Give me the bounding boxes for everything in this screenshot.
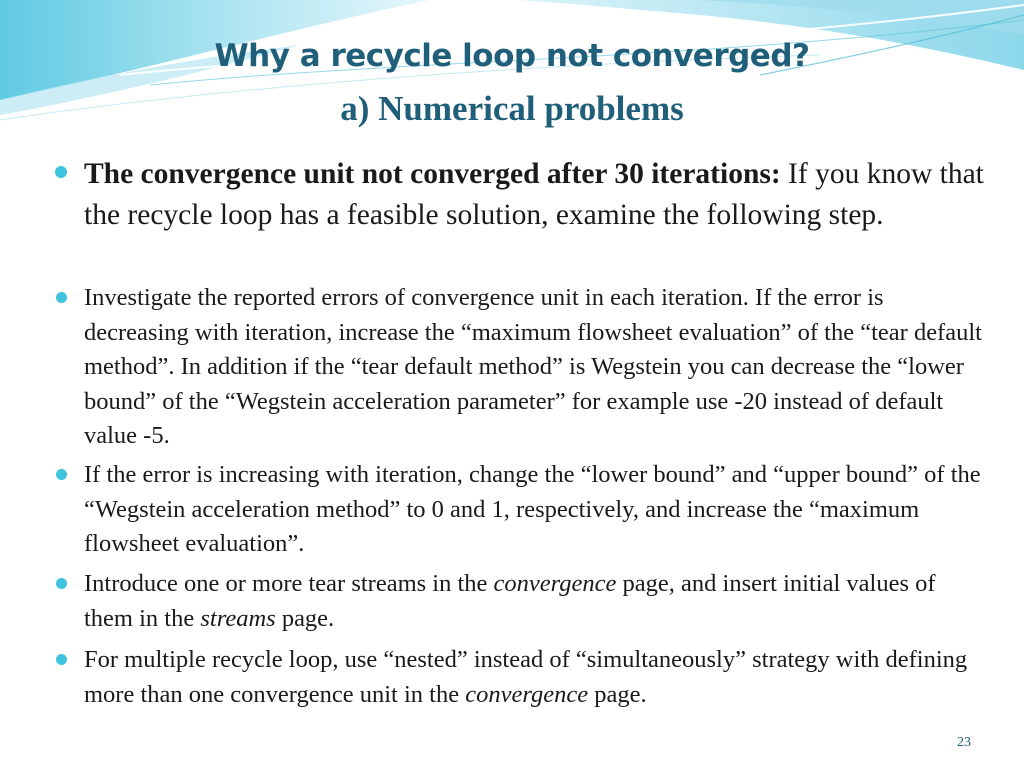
bullet-item-2 xyxy=(84,281,984,454)
bullet-5-text-a: For multiple recycle loop, use “nested” instead of “simultaneously” strategy with defining more than one convergence unit in the xyxy=(84,646,968,708)
bullet-3-text: If the error is increasing with iteration, change the “lower bound” and “upper bound” of the “Wegstein acceleration method” to 0 and 1, respectively, and increase the “maximum flowsheet evaluation”. xyxy=(84,461,981,557)
bullet-marker xyxy=(56,292,67,303)
bullet-item-1 xyxy=(84,154,984,236)
bullet-marker xyxy=(56,469,67,480)
slide-subtitle: a) Numerical problems xyxy=(340,89,684,128)
bullet-marker xyxy=(56,654,67,665)
bullet-4-emphasis-streams: streams xyxy=(200,604,276,632)
bullet-1-bold-text: The convergence unit not converged after 30 iterations: xyxy=(84,158,781,190)
page-number: 23 xyxy=(957,735,971,750)
bullet-item-5 xyxy=(84,643,984,712)
bullet-4-text-a: Introduce one or more tear streams in the xyxy=(84,570,494,597)
bullet-5-emphasis-convergence: convergence xyxy=(465,680,589,708)
bullet-marker xyxy=(55,166,67,178)
bullet-4-text-b: page, and insert initial values of them in the xyxy=(84,570,936,632)
bullet-1-text: If you know that the recycle loop has a feasible solution, examine the following step. xyxy=(84,158,984,231)
bullet-4-emphasis-convergence: convergence xyxy=(493,570,617,597)
bullet-item-3 xyxy=(84,458,984,562)
bullet-5-text-b: page. xyxy=(588,680,647,708)
slide-title: Why a recycle loop not converged? xyxy=(214,38,810,74)
bullet-4-text-c: page. xyxy=(275,604,335,632)
bullet-2-text: Investigate the reported errors of convergence unit in each iteration. If the error is decreasing with iteration, increase the “maximum flowsheet evaluation” of the “tear default method”. In addition if the “tear default method” is Wegstein you can decrease the “lower bound” of the “Wegstein acceleration parameter” for example use -20 instead of default value -5. xyxy=(84,284,982,449)
bullet-item-4 xyxy=(84,567,984,636)
bullet-marker xyxy=(56,578,67,589)
